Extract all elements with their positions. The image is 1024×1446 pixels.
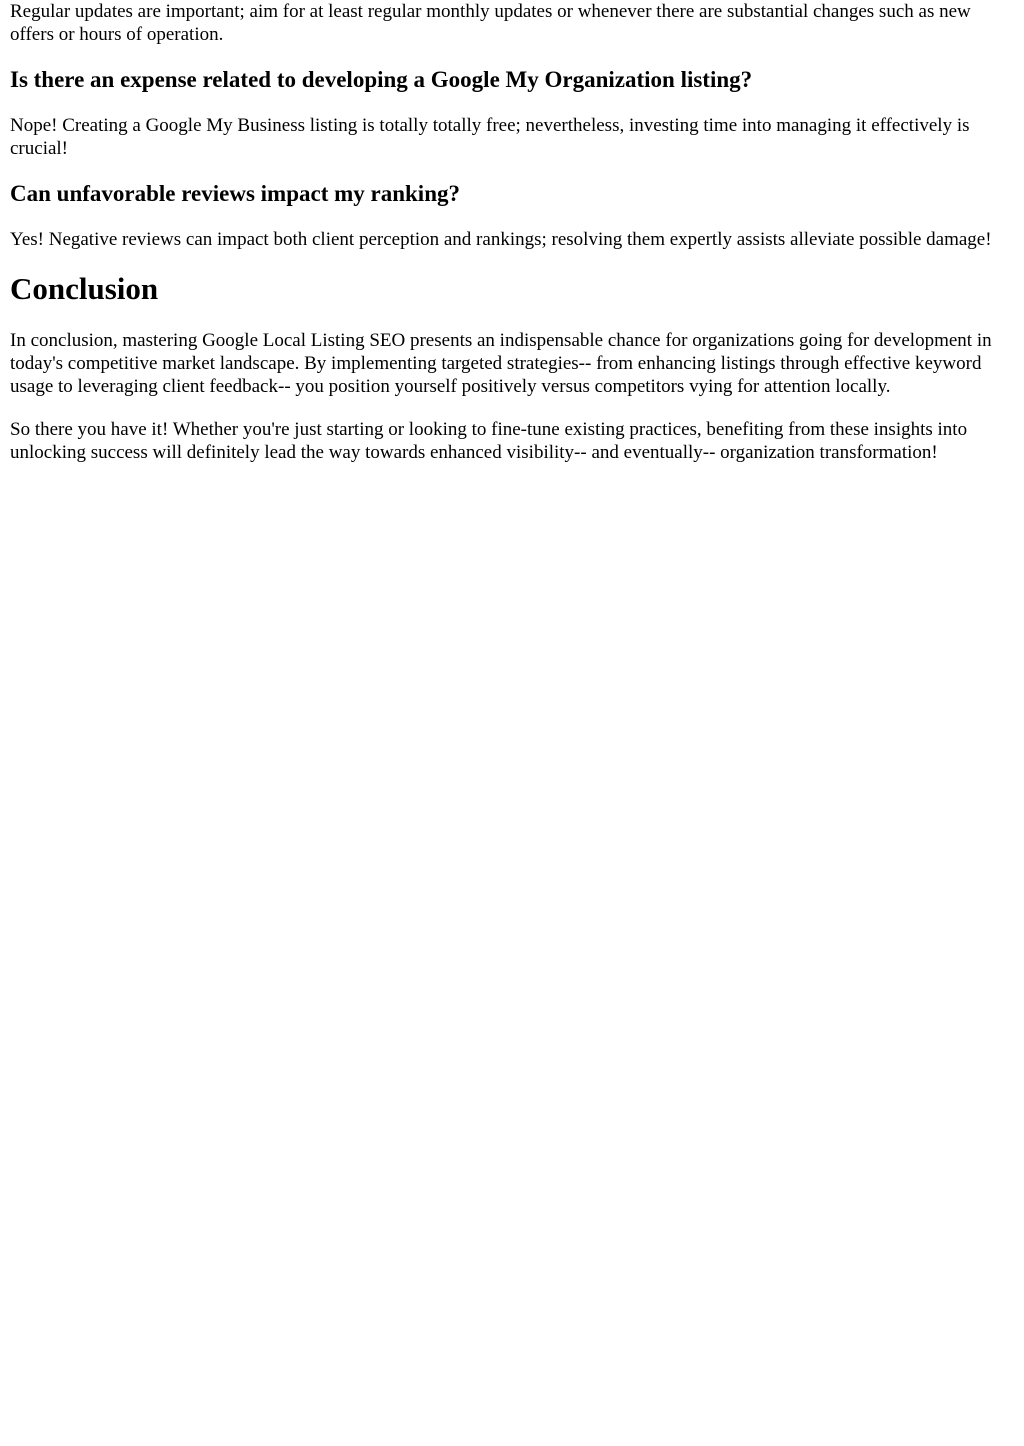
faq-question-reviews: Can unfavorable reviews impact my ranking? [10, 181, 460, 206]
conclusion-paragraph-2: So there you have it! Whether you're just starting or looking to fine-tune existing practices, benefiting from these insights into unlocking success will definitely lead the way towards enhanced visibility-- and eventually-- organization transformation! [10, 419, 968, 463]
conclusion-paragraph-1: In conclusion, mastering Google Local Listing SEO presents an indispensable chance for organizations going for development in today's competitive market landscape. By implementing targeted strategies-- from enhancing listings through effective keyword usage to leveraging client feedback-- you position yourself positively versus competitors vying for attention locally. [10, 330, 992, 397]
article-body [0, 0, 1024, 464]
faq-question-cost: Is there an expense related to developing a Google My Organization listing? [10, 67, 753, 92]
conclusion-heading: Conclusion [10, 271, 159, 306]
intro-paragraph: Regular updates are important; aim for at least regular monthly updates or whenever there are substantial changes such as new offers or hours of operation. [10, 1, 971, 45]
faq-answer-reviews: Yes! Negative reviews can impact both client perception and rankings; resolving them expertly assists alleviate possible damage! [10, 229, 992, 250]
faq-answer-cost: Nope! Creating a Google My Business listing is totally totally free; nevertheless, investing time into managing it effectively is crucial! [10, 115, 970, 159]
